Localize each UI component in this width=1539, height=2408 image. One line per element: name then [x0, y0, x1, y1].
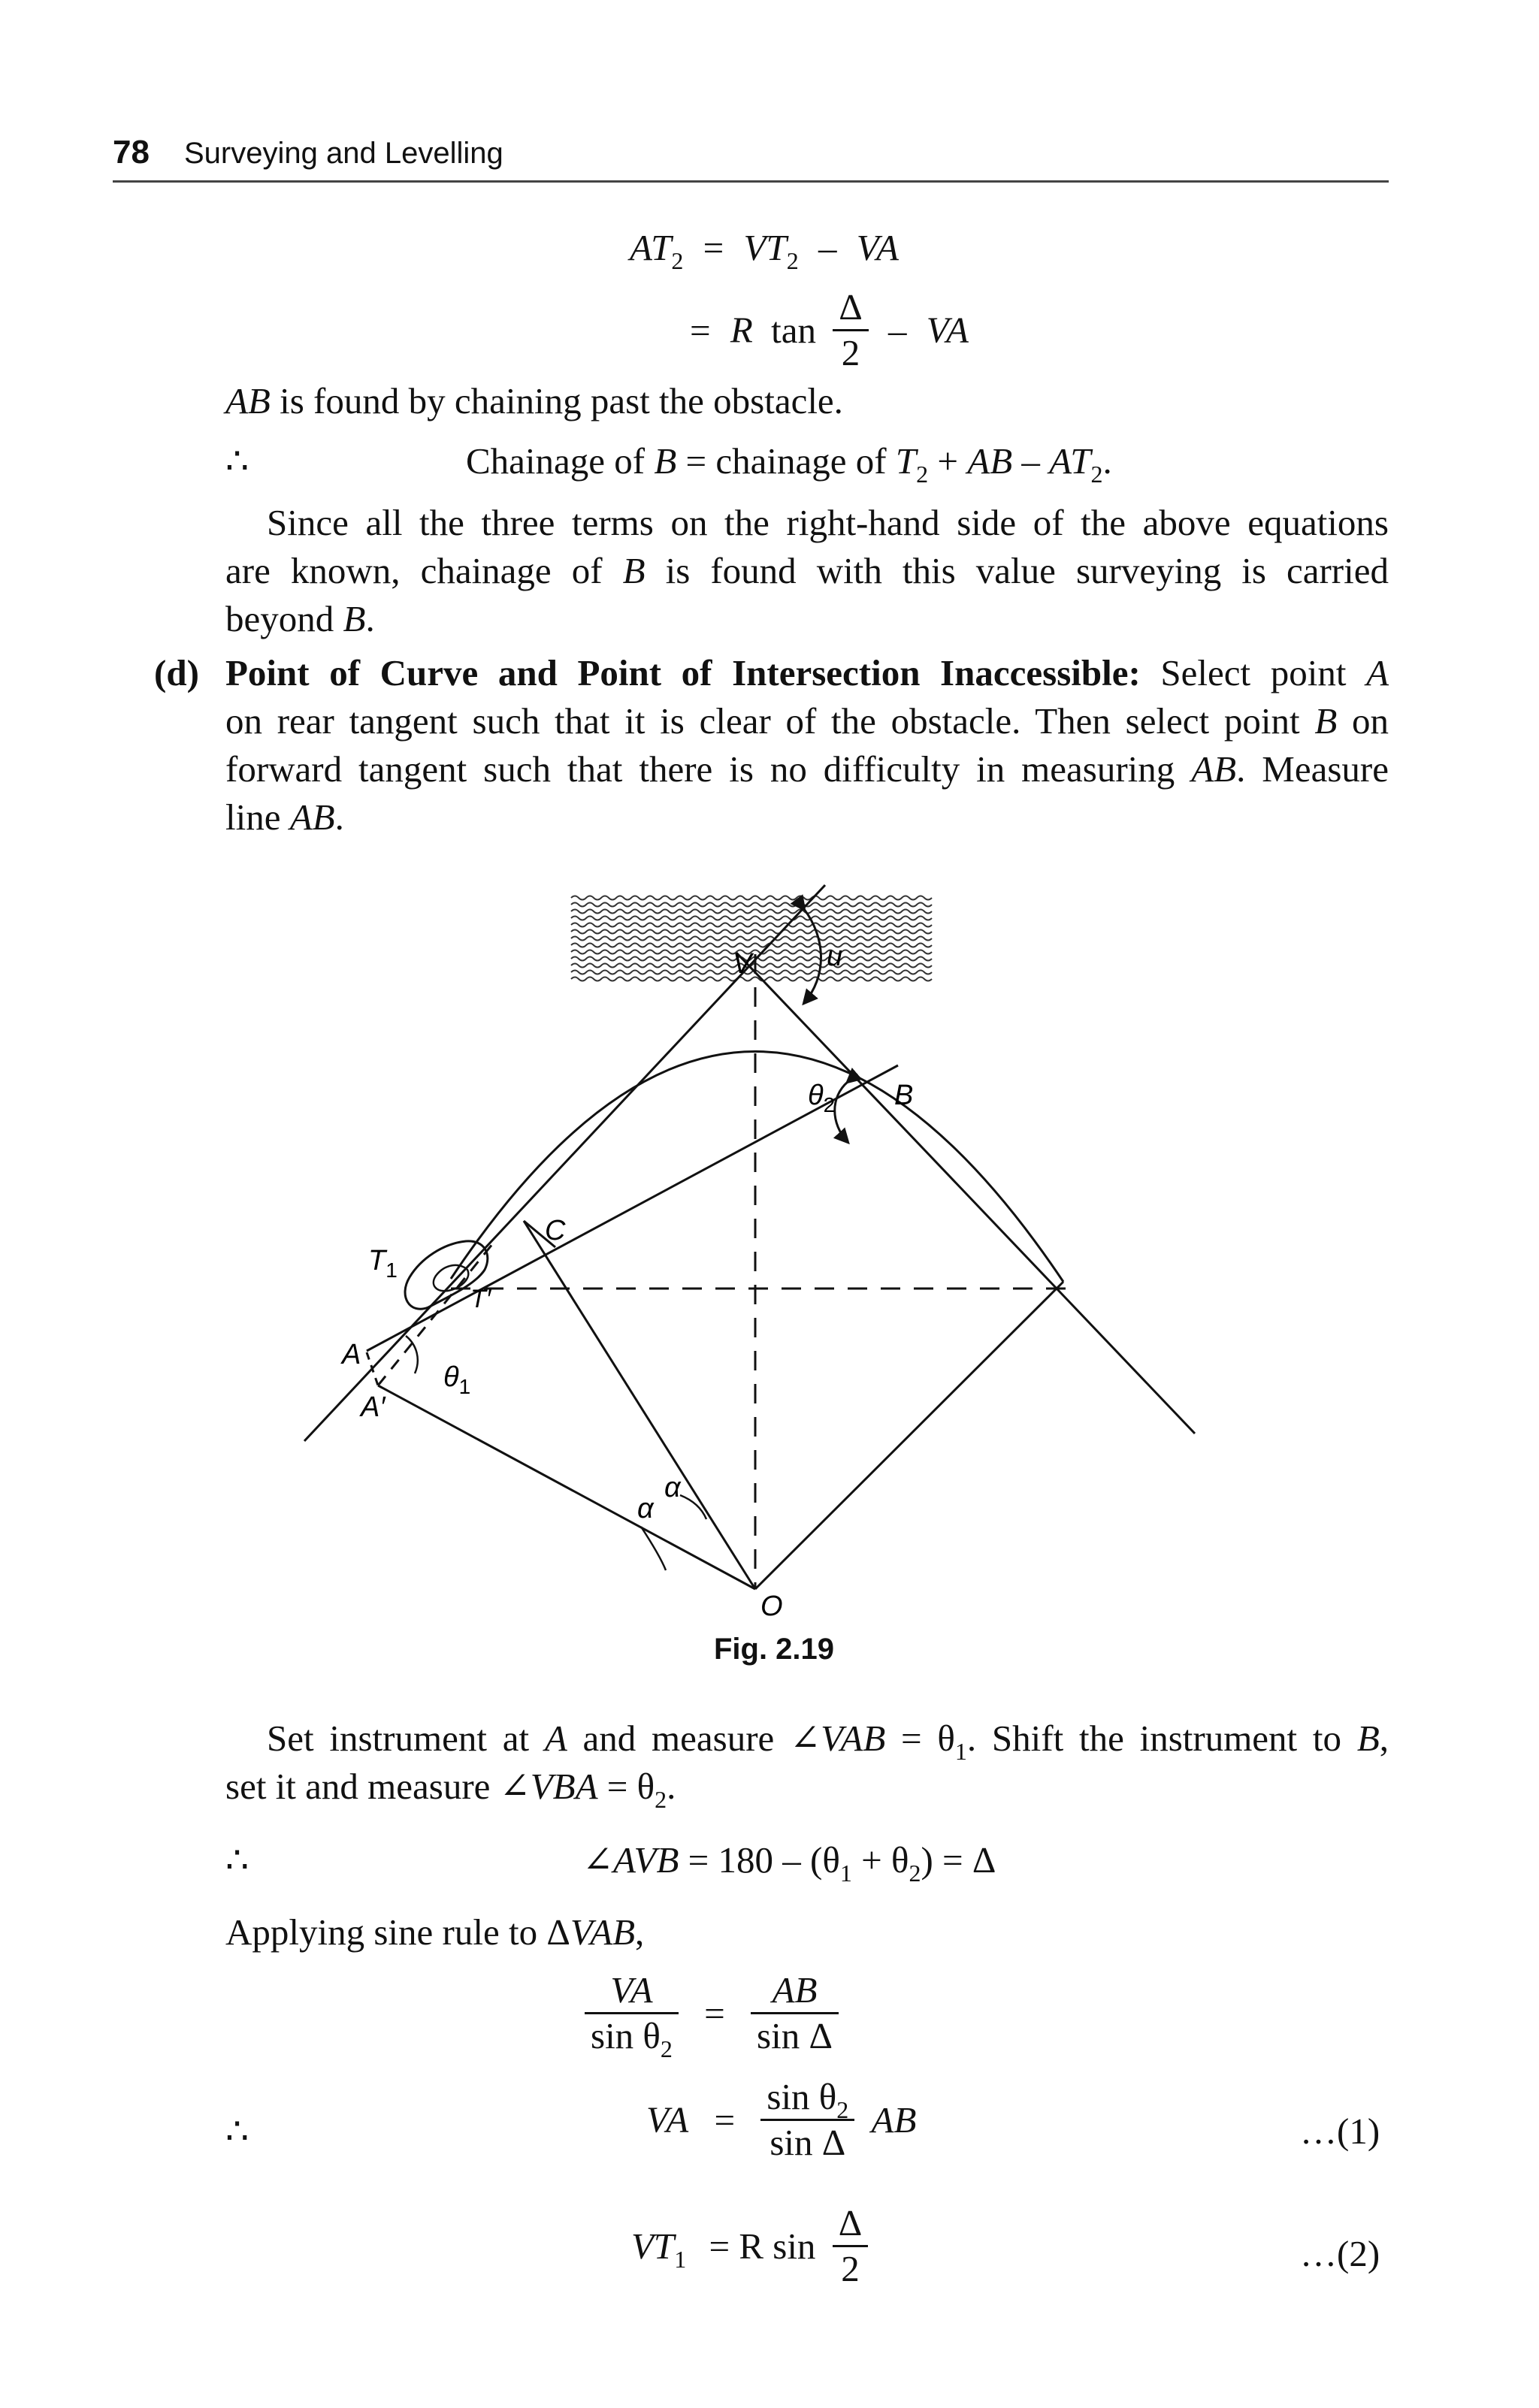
- text-span: forward tangent such that there is no difficulty in measuring: [225, 748, 1192, 790]
- text-span: = chainage of: [676, 440, 896, 482]
- fraction-sin-theta2-sin-delta: [760, 2075, 854, 2165]
- label-o: O: [760, 1591, 783, 1622]
- label-t-prime: T′: [470, 1285, 491, 1313]
- equation-at2: [630, 224, 899, 272]
- equation-chainage: [466, 437, 1112, 488]
- text-span: sin θ: [766, 2076, 837, 2117]
- text-span: . Measure: [1236, 748, 1389, 790]
- label-alpha-left: α: [637, 1493, 654, 1524]
- radius-o-t2: [755, 1282, 1063, 1589]
- text-span: beyond: [225, 598, 343, 639]
- text-span: Since all the three terms on the right-hand side of the above equations: [267, 502, 1389, 543]
- wave-line: [571, 923, 932, 927]
- circular-curve: [451, 1051, 1063, 1282]
- text-span: –: [1012, 440, 1050, 482]
- para-line: [225, 745, 1389, 793]
- therefore-symbol: ∴: [225, 2110, 249, 2152]
- text-ab: AB: [967, 440, 1013, 482]
- wave-line: [571, 903, 932, 907]
- text-b: B: [343, 598, 366, 639]
- text-span: and measure ∠: [567, 1718, 821, 1759]
- text-span: = θ: [597, 1766, 655, 1807]
- frac-num: [760, 2075, 854, 2121]
- para-line: [225, 595, 1389, 643]
- eq-va: VA: [926, 309, 969, 351]
- eq-equals: =: [690, 309, 711, 351]
- eq-equals: =: [704, 1992, 725, 2034]
- text-span: on: [1337, 700, 1389, 742]
- page-header: [113, 134, 1389, 186]
- equation-tag-2: …(2): [1300, 2233, 1380, 2274]
- fraction-ab-sin-delta: [751, 1968, 839, 2058]
- paragraph-since: [225, 499, 1389, 643]
- text-span: + θ: [851, 1839, 909, 1881]
- equation-2: [631, 2201, 868, 2291]
- label-theta1: $\theta_1$: [443, 1361, 471, 1398]
- paragraph-ab-chaining: [225, 377, 843, 425]
- eq-va: VA: [646, 2098, 689, 2141]
- frac-num: Δ: [833, 2201, 869, 2247]
- text-t2: T: [895, 440, 917, 482]
- eq-at2-lhs: AT: [630, 227, 672, 268]
- text-span: is found by chaining past the obstacle.: [270, 380, 843, 421]
- text-span: = 180 – (θ: [679, 1839, 840, 1881]
- arrow-angle-theta2: [835, 1082, 848, 1142]
- text-a: A: [544, 1718, 567, 1759]
- equation-r-tan: [690, 286, 969, 376]
- eq-sub: 2: [786, 247, 799, 274]
- equation-1: [646, 2075, 916, 2165]
- wave-line: [571, 910, 932, 914]
- text-span: ,: [635, 1911, 645, 1953]
- para-line: [225, 499, 1389, 547]
- label-a: A: [342, 1339, 361, 1370]
- eq-minus: –: [818, 227, 837, 268]
- header-rule: [113, 180, 1389, 183]
- para-line: [225, 547, 1389, 595]
- text-vt: VT: [631, 2225, 675, 2267]
- wave-line: [571, 896, 932, 900]
- eq-sub: 2: [909, 1860, 921, 1887]
- label-alpha-right: α: [664, 1472, 681, 1503]
- text-span: +: [928, 440, 968, 482]
- text-vba: VBA: [530, 1766, 598, 1807]
- fraction-delta-2: [833, 2201, 869, 2291]
- eq-equals: =: [703, 227, 724, 268]
- text-vab: VAB: [821, 1718, 886, 1759]
- eq-va: VA: [856, 227, 899, 268]
- text-a: A: [1366, 652, 1389, 693]
- eq-tan: tan: [771, 309, 816, 351]
- eq-sub: 2: [655, 1786, 667, 1813]
- label-u: u: [827, 941, 843, 972]
- eq-sub: 2: [660, 2035, 673, 2062]
- text-span: are known, chainage of: [225, 550, 623, 591]
- eq-r: R: [730, 309, 753, 351]
- frac-num: Δ: [833, 286, 869, 331]
- text-at2: AT: [1049, 440, 1091, 482]
- arrow-angle-u: [804, 909, 821, 1003]
- dashed-a-a-prime: [367, 1352, 378, 1385]
- eq-vt1: [631, 2225, 687, 2273]
- item-d-title: Point of Curve and Point of Intersection Inaccessible:: [225, 652, 1141, 693]
- para-line: [225, 697, 1389, 745]
- label-v: V: [733, 948, 752, 980]
- text-span: on rear tangent such that it is clear of the obstacle. Then select point: [225, 700, 1315, 742]
- eq-sub: 2: [671, 247, 684, 274]
- text-span: ,: [1379, 1718, 1389, 1759]
- item-d-label: (d): [154, 652, 199, 693]
- eq-rhs: = R sin: [709, 2225, 816, 2267]
- text-b: B: [1356, 1718, 1380, 1759]
- para-line: [225, 1715, 1389, 1763]
- eq-vt2: VT: [743, 227, 787, 268]
- frac-den: [585, 2014, 679, 2062]
- text-b: B: [1314, 700, 1338, 742]
- text-span: Set instrument at: [267, 1718, 545, 1759]
- eq-equals: =: [714, 2098, 736, 2141]
- para-line: [225, 649, 1389, 697]
- frac-den: sin Δ: [770, 2122, 846, 2163]
- frac-den: sin Δ: [757, 2015, 833, 2056]
- text-span: sin θ: [591, 2015, 661, 2056]
- paragraph-sine-rule: [225, 1908, 644, 1956]
- text-span: . Shift the instrument to: [966, 1718, 1357, 1759]
- eq-sub: 1: [839, 1860, 852, 1887]
- arc-theta1: [406, 1336, 418, 1373]
- text-span: Chainage of: [466, 440, 655, 482]
- eq-va: VA: [610, 1969, 653, 2011]
- text-span: .: [667, 1766, 676, 1807]
- label-c: C: [545, 1215, 566, 1246]
- text-span: set it and measure ∠: [225, 1766, 531, 1807]
- text-b: B: [622, 550, 646, 591]
- label-t1: $T_1$: [368, 1245, 398, 1282]
- therefore-symbol: ∴: [225, 440, 249, 482]
- wave-line: [571, 937, 932, 941]
- text-span: is found with this value surveying is carried: [645, 550, 1389, 591]
- line-o-a-prime: [378, 1385, 755, 1589]
- forward-tangent-line: [736, 953, 1195, 1434]
- eq-ab: AB: [871, 2098, 917, 2141]
- therefore-symbol: ∴: [225, 1839, 249, 1881]
- eq-sub: 1: [954, 1738, 967, 1765]
- eq-ab: AB: [772, 1969, 818, 2011]
- wave-line: [571, 944, 932, 947]
- label-theta2: $\theta_2$: [808, 1080, 836, 1116]
- equation-avb: [582, 1836, 996, 1887]
- line-o-c: [524, 1221, 755, 1589]
- text-vab: VAB: [570, 1911, 636, 1953]
- eq-sub: 2: [836, 2096, 849, 2123]
- text-span: .: [334, 796, 344, 838]
- eq-minus: –: [887, 309, 907, 351]
- label-a-prime: A′: [361, 1391, 386, 1423]
- text-ab: AB: [289, 796, 335, 838]
- page-number: 78: [113, 134, 150, 171]
- text-span: = θ: [885, 1718, 955, 1759]
- paragraph-set-instrument: [225, 1715, 1389, 1811]
- equation-sine-rule: [585, 1968, 839, 2062]
- text-span: line: [225, 796, 290, 838]
- label-b: B: [894, 1080, 914, 1111]
- text-span: Select point: [1140, 652, 1367, 693]
- para-line: [225, 1763, 1389, 1811]
- wave-line: [571, 917, 932, 920]
- frac-den: 2: [841, 2248, 860, 2289]
- running-title: Surveying and Levelling: [184, 137, 503, 170]
- para-line: [225, 793, 1389, 841]
- text-span: ) = Δ: [921, 1839, 996, 1881]
- text-ab: AB: [225, 380, 271, 421]
- frac-num: [585, 1968, 679, 2014]
- equation-tag-1: …(1): [1300, 2110, 1380, 2152]
- eq-sub: 1: [674, 2245, 687, 2273]
- eq-sub: 2: [1090, 461, 1103, 488]
- fraction-delta-2: [833, 286, 869, 375]
- text-span: Applying sine rule to Δ: [225, 1911, 570, 1953]
- figure-caption: Fig. 2.19: [713, 1633, 835, 1666]
- frac-den: 2: [841, 332, 860, 373]
- eq-sub: 2: [916, 461, 929, 488]
- figure-2-19: [0, 864, 1539, 1690]
- eq-avb-lhs: ∠AVB: [582, 1839, 679, 1881]
- text-span: .: [1102, 440, 1112, 482]
- text-b: B: [654, 440, 677, 482]
- item-d-body: [225, 649, 1389, 841]
- fraction-va-sin-theta2: [585, 1968, 679, 2062]
- text-ab: AB: [1191, 748, 1237, 790]
- frac-num: [751, 1968, 839, 2014]
- text-span: .: [365, 598, 375, 639]
- wave-line: [571, 930, 932, 934]
